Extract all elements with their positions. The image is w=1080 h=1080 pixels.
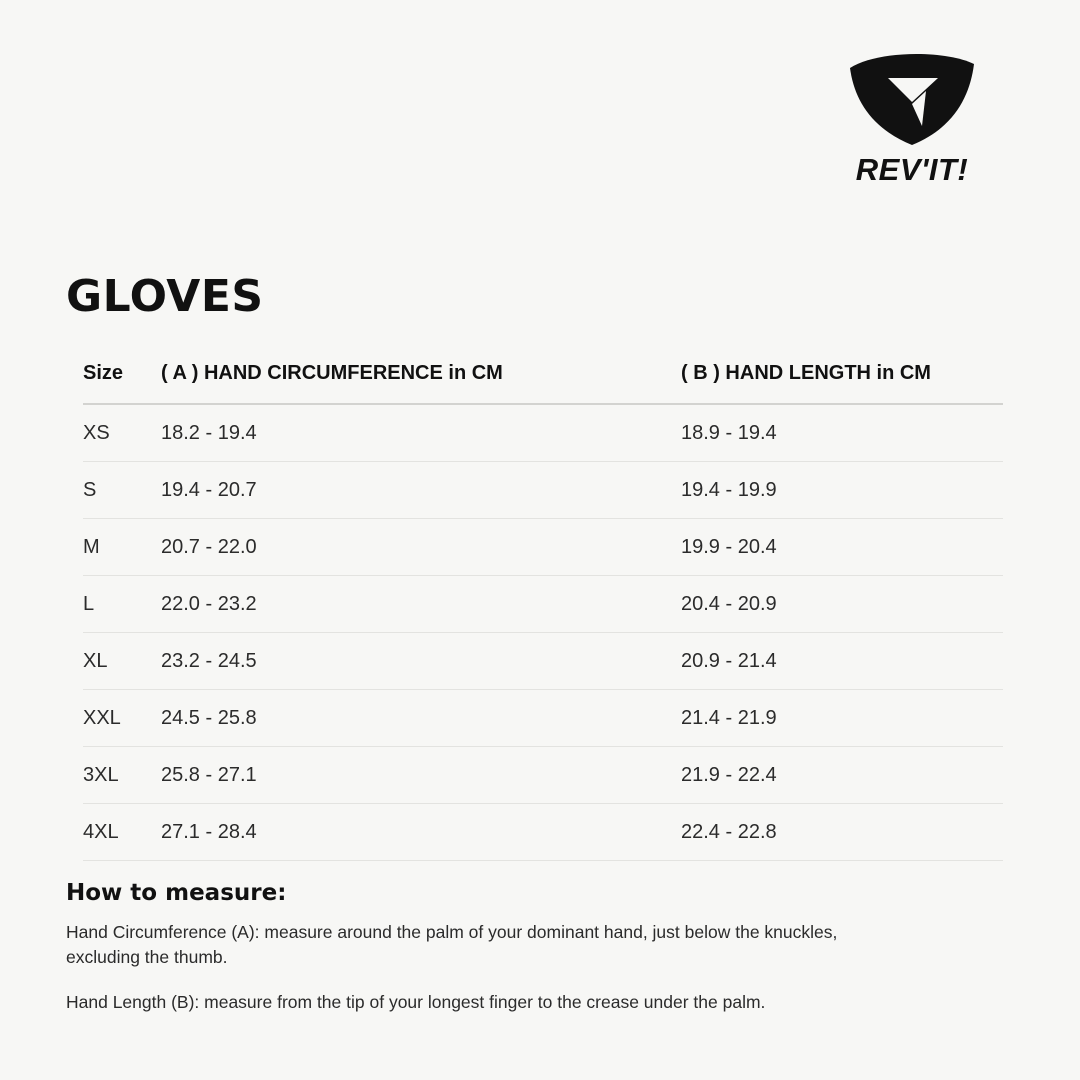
how-to-measure-section [66,880,966,1016]
cell-length: 20.4 - 20.9 [681,576,1003,633]
cell-length: 20.9 - 21.4 [681,633,1003,690]
revit-shield-icon [842,48,982,148]
cell-length: 21.9 - 22.4 [681,747,1003,804]
column-header-hand-length: ( B ) HAND LENGTH in CM [681,362,1003,404]
cell-length: 18.9 - 19.4 [681,404,1003,462]
cell-circumference: 18.2 - 19.4 [161,404,681,462]
cell-length: 21.4 - 21.9 [681,690,1003,747]
cell-size: L [83,576,161,633]
cell-size: 4XL [83,804,161,861]
cell-circumference: 24.5 - 25.8 [161,690,681,747]
cell-size: M [83,519,161,576]
cell-circumference: 22.0 - 23.2 [161,576,681,633]
size-chart-table-container [83,362,1003,861]
column-header-hand-circumference: ( A ) HAND CIRCUMFERENCE in CM [161,362,681,404]
cell-size: 3XL [83,747,161,804]
cell-size: XXL [83,690,161,747]
how-to-measure-circumference-text: Hand Circumference (A): measure around the palm of your dominant hand, just below the knuckles, excluding the thumb. [66,921,838,967]
cell-length: 22.4 - 22.8 [681,804,1003,861]
brand-logo [832,48,992,185]
how-to-measure-title: How to measure: [66,880,287,906]
table-row [83,576,1003,633]
cell-size: S [83,462,161,519]
page-title: GLOVES [66,271,264,323]
table-row [83,690,1003,747]
cell-length: 19.9 - 20.4 [681,519,1003,576]
cell-circumference: 27.1 - 28.4 [161,804,681,861]
table-row [83,462,1003,519]
column-header-size: Size [83,362,161,404]
cell-circumference: 20.7 - 22.0 [161,519,681,576]
table-row [83,804,1003,861]
table-row [83,519,1003,576]
table-row [83,633,1003,690]
table-row [83,404,1003,462]
table-header [83,362,1003,404]
brand-wordmark: REV'IT! [855,152,969,187]
cell-length: 19.4 - 19.9 [681,462,1003,519]
table-body [83,404,1003,861]
cell-size: XL [83,633,161,690]
table-header-row [83,362,1003,404]
cell-circumference: 25.8 - 27.1 [161,747,681,804]
size-chart-table [83,362,1003,861]
table-row [83,747,1003,804]
cell-circumference: 23.2 - 24.5 [161,633,681,690]
cell-circumference: 19.4 - 20.7 [161,462,681,519]
cell-size: XS [83,404,161,462]
how-to-measure-length-text: Hand Length (B): measure from the tip of your longest finger to the crease under the palm. [66,992,766,1013]
